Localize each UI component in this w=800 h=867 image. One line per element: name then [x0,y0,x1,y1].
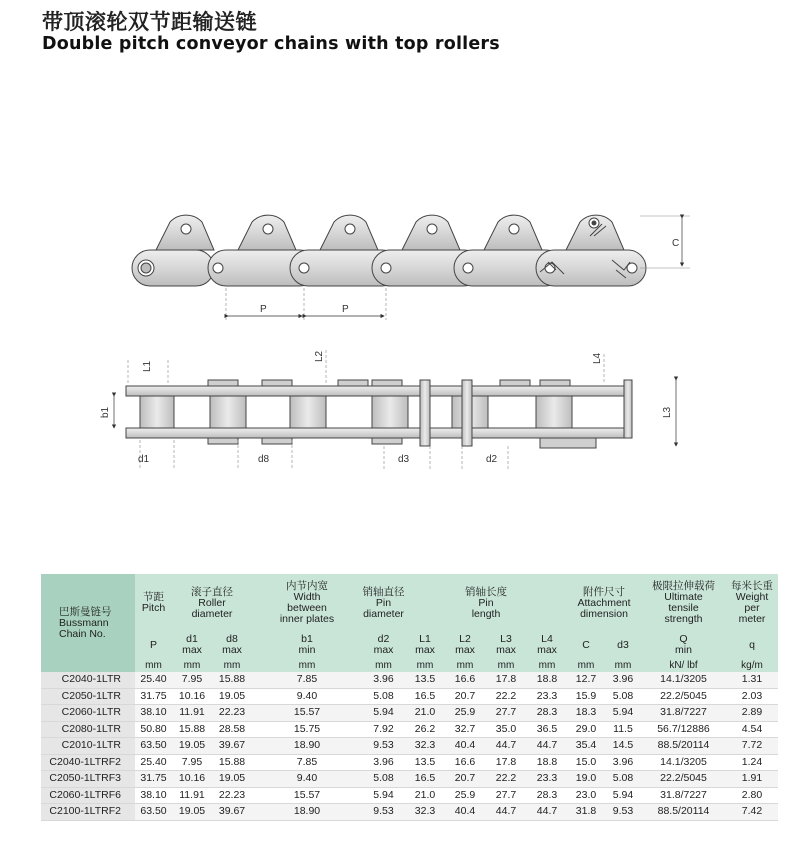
value-cell: 16.6 [445,754,485,771]
chain-no-cell: C2100-1LTRF2 [41,804,135,821]
value-cell: 18.3 [567,705,605,722]
value-cell: 21.0 [405,787,445,804]
table-row [41,672,778,688]
value-cell: 39.67 [212,804,252,821]
value-cell: 15.88 [212,754,252,771]
header-attachment: 附件尺寸 Attachment dimension [567,574,641,632]
value-cell: 15.0 [567,754,605,771]
value-cell: 63.50 [135,804,172,821]
unit-cell: mm [405,658,445,672]
unit-cell: mm [172,658,212,672]
value-cell: 15.9 [567,688,605,705]
value-cell: 44.7 [485,738,527,755]
value-cell: 13.5 [405,754,445,771]
value-cell: 16.5 [405,771,445,788]
table-row [41,721,778,738]
value-cell: 35.4 [567,738,605,755]
value-cell: 44.7 [527,804,567,821]
table-row [41,754,778,771]
value-cell: 23.3 [527,771,567,788]
value-cell: 9.53 [605,804,641,821]
dim-label-d8: d8 [258,454,270,465]
value-cell: 9.53 [362,804,405,821]
table-row [41,705,778,722]
value-cell: 31.8/7227 [641,705,726,722]
value-cell: 14.5 [605,738,641,755]
value-cell: 56.7/12886 [641,721,726,738]
value-cell: 3.96 [605,672,641,688]
value-cell: 5.08 [362,771,405,788]
value-cell: 19.05 [172,804,212,821]
value-cell: 11.5 [605,721,641,738]
chain-no-cell: C2050-1LTR [41,688,135,705]
value-cell: 5.94 [362,705,405,722]
value-cell: 3.96 [605,754,641,771]
chain-no-cell: C2060-1LTRF6 [41,787,135,804]
chain-no-cell: C2050-1LTRF3 [41,771,135,788]
chain-no-cell: C2040-1LTRF2 [41,754,135,771]
value-cell: 5.94 [362,787,405,804]
dim-label-l4: L4 [592,352,603,364]
chain-spec-table [41,574,778,821]
value-cell: 23.0 [567,787,605,804]
value-cell: 63.50 [135,738,172,755]
top-roller-2 [238,215,296,250]
value-cell: 15.75 [252,721,362,738]
value-cell: 13.5 [405,672,445,688]
value-cell: 25.40 [135,754,172,771]
chain-top-view [114,350,676,470]
table-row [41,688,778,705]
unit-cell: mm [567,658,605,672]
unit-cell: kN/ lbf [641,658,726,672]
value-cell: 2.89 [726,705,778,722]
value-cell: 25.9 [445,705,485,722]
value-cell: 39.67 [212,738,252,755]
value-cell: 7.95 [172,672,212,688]
value-cell: 9.40 [252,688,362,705]
value-cell: 18.90 [252,804,362,821]
value-cell: 17.8 [485,754,527,771]
value-cell: 7.92 [362,721,405,738]
value-cell: 19.05 [212,688,252,705]
value-cell: 35.0 [485,721,527,738]
value-cell: 4.54 [726,721,778,738]
value-cell: 44.7 [485,804,527,821]
value-cell: 22.23 [212,787,252,804]
value-cell: 50.80 [135,721,172,738]
top-roller-4 [402,215,460,250]
value-cell: 20.7 [445,688,485,705]
value-cell: 31.8/7227 [641,787,726,804]
value-cell: 16.6 [445,672,485,688]
value-cell: 10.16 [172,688,212,705]
table-row [41,738,778,755]
value-cell: 36.5 [527,721,567,738]
dim-label-c: C [672,238,680,249]
value-cell: 32.3 [405,804,445,821]
header-roller-diameter: 滚子直径 Roller diameter [172,574,252,632]
value-cell: 29.0 [567,721,605,738]
top-roller-3 [320,215,378,250]
page-title-chinese: 带顶滚轮双节距输送链 [42,10,257,34]
unit-cell: mm [135,658,172,672]
unit-cell: mm [605,658,641,672]
value-cell: 15.88 [172,721,212,738]
value-cell: 9.40 [252,771,362,788]
header-pitch: 节距 Pitch [135,574,172,632]
value-cell: 14.1/3205 [641,754,726,771]
value-cell: 22.2 [485,771,527,788]
dim-label-d1: d1 [138,454,150,465]
unit-cell: mm [362,658,405,672]
dim-label-l3: L3 [662,406,673,418]
value-cell: 38.10 [135,787,172,804]
value-cell: 38.10 [135,705,172,722]
value-cell: 7.72 [726,738,778,755]
dim-label-b1: b1 [100,406,111,418]
value-cell: 1.91 [726,771,778,788]
value-cell: 40.4 [445,738,485,755]
dim-label-l1: L1 [142,360,153,372]
value-cell: 27.7 [485,705,527,722]
value-cell: 17.8 [485,672,527,688]
value-cell: 44.7 [527,738,567,755]
value-cell: 7.85 [252,754,362,771]
header-units-row [41,658,778,672]
value-cell: 5.08 [605,688,641,705]
value-cell: 5.94 [605,787,641,804]
header-chain-no: 巴斯曼链号 Bussmann Chain No. [41,574,135,672]
top-roller-5 [484,215,542,250]
table-row [41,804,778,821]
page-title-english: Double pitch conveyor chains with top rollers [42,34,500,54]
value-cell: 18.8 [527,754,567,771]
value-cell: 25.9 [445,787,485,804]
dim-label-d2: d2 [486,454,498,465]
value-cell: 25.40 [135,672,172,688]
value-cell: 7.42 [726,804,778,821]
value-cell: 31.8 [567,804,605,821]
header-pin-diameter: 销轴直径 Pin diameter [362,574,405,632]
value-cell: 5.08 [605,771,641,788]
value-cell: 1.24 [726,754,778,771]
value-cell: 40.4 [445,804,485,821]
chain-no-cell: C2040-1LTR [41,672,135,688]
value-cell: 10.16 [172,771,212,788]
header-inner-width: 内节内宽 Width between inner plates [252,574,362,632]
value-cell: 5.94 [605,705,641,722]
value-cell: 2.03 [726,688,778,705]
value-cell: 27.7 [485,787,527,804]
value-cell: 23.3 [527,688,567,705]
value-cell: 7.85 [252,672,362,688]
value-cell: 22.2/5045 [641,771,726,788]
unit-cell: mm [445,658,485,672]
value-cell: 20.7 [445,771,485,788]
value-cell: 2.80 [726,787,778,804]
value-cell: 22.2/5045 [641,688,726,705]
value-cell: 19.0 [567,771,605,788]
table-row [41,787,778,804]
value-cell: 26.2 [405,721,445,738]
header-weight: 每米长重 Weight per meter [726,574,778,632]
value-cell: 11.91 [172,705,212,722]
value-cell: 3.96 [362,754,405,771]
value-cell: 21.0 [405,705,445,722]
value-cell: 18.90 [252,738,362,755]
value-cell: 88.5/20114 [641,804,726,821]
value-cell: 22.2 [485,688,527,705]
value-cell: 15.57 [252,787,362,804]
top-roller-1 [156,215,214,250]
value-cell: 14.1/3205 [641,672,726,688]
value-cell: 28.58 [212,721,252,738]
value-cell: 7.95 [172,754,212,771]
dim-label-p2: P [342,304,349,315]
value-cell: 18.8 [527,672,567,688]
chain-side-view [132,215,690,320]
value-cell: 1.31 [726,672,778,688]
header-pin-length: 销轴长度 Pin length [405,574,567,632]
value-cell: 88.5/20114 [641,738,726,755]
chain-no-cell: C2060-1LTR [41,705,135,722]
unit-cell: mm [212,658,252,672]
value-cell: 31.75 [135,771,172,788]
value-cell: 28.3 [527,787,567,804]
dim-label-p1: P [260,304,267,315]
value-cell: 28.3 [527,705,567,722]
unit-cell: mm [485,658,527,672]
value-cell: 3.96 [362,672,405,688]
value-cell: 31.75 [135,688,172,705]
unit-cell: kg/m [726,658,778,672]
value-cell: 11.91 [172,787,212,804]
unit-cell: mm [252,658,362,672]
header-tensile: 极限拉伸载荷 Ultimate tensile strength [641,574,726,632]
value-cell: 15.88 [212,672,252,688]
value-cell: 19.05 [172,738,212,755]
value-cell: 15.57 [252,705,362,722]
value-cell: 32.7 [445,721,485,738]
chain-no-cell: C2010-1LTR [41,738,135,755]
value-cell: 16.5 [405,688,445,705]
table-row [41,771,778,788]
value-cell: 22.23 [212,705,252,722]
dim-label-l2: L2 [314,350,325,362]
dim-label-d3: d3 [398,454,410,465]
value-cell: 9.53 [362,738,405,755]
value-cell: 19.05 [212,771,252,788]
value-cell: 5.08 [362,688,405,705]
spec-table-body [41,672,778,820]
header-symbol-row: P d1 max d8 max b1 min d2 max L1 max L2 max L3 max L4 max C d3 Q min q [41,632,778,658]
top-roller-6 [566,215,624,250]
value-cell: 12.7 [567,672,605,688]
value-cell: 32.3 [405,738,445,755]
unit-cell: mm [527,658,567,672]
chain-no-cell: C2080-1LTR [41,721,135,738]
